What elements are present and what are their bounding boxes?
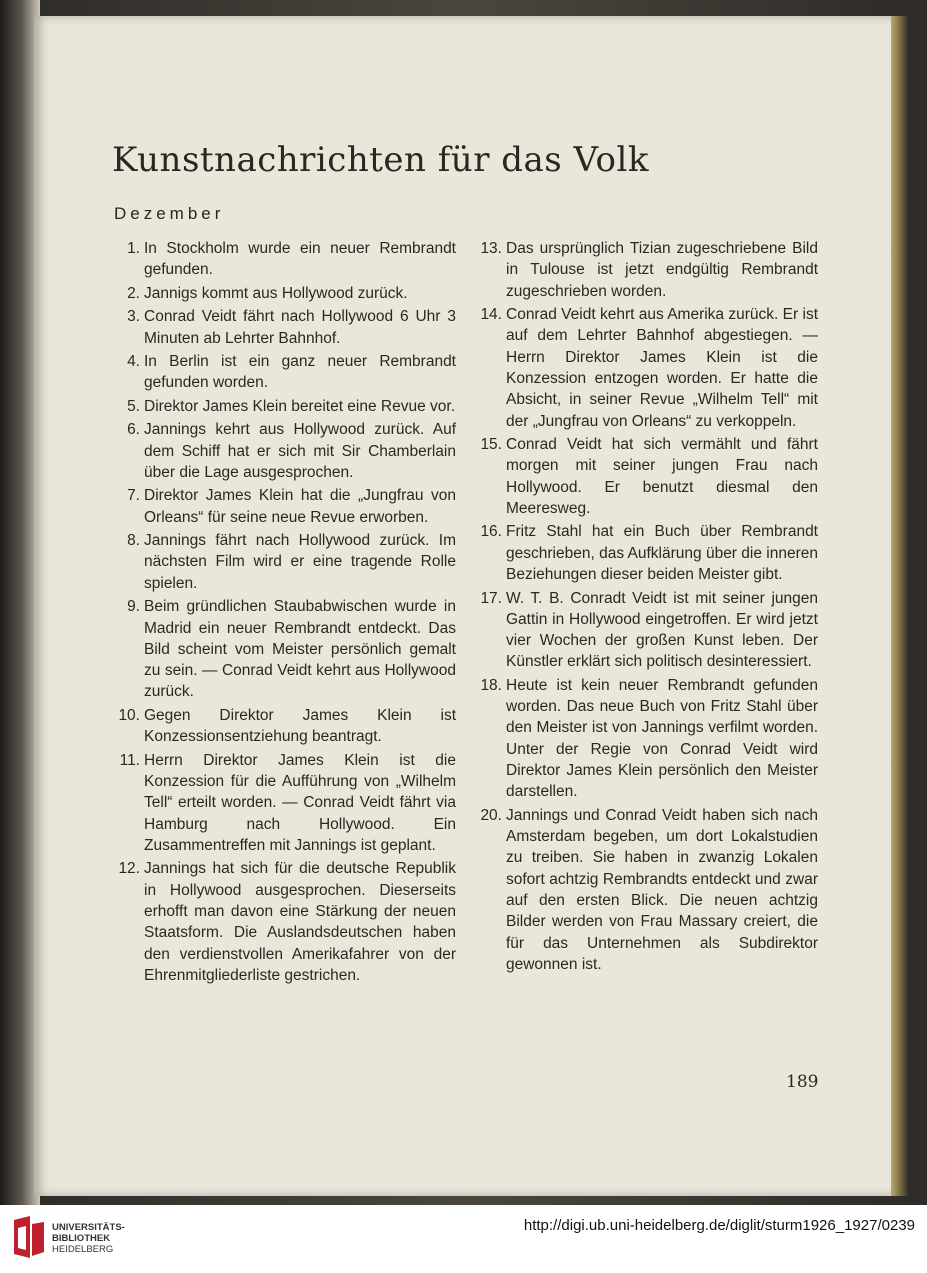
list-item (116, 283, 456, 304)
list-item (470, 805, 818, 975)
source-url-link[interactable]: http://digi.ub.uni-heidelberg.de/diglit/sturm1926_1927/0239 (523, 1217, 915, 1234)
list-item-text: Das ursprünglich Tizian zugeschriebene Bild in Tulouse ist jetzt endgültig Rembrandt zugeschrieben worden. (506, 240, 818, 300)
page-edge-right (891, 16, 909, 1196)
list-item-text: Jannings hat sich für die deutsche Republik in Hollywood ausgesprochen. Dieserseits erhofft man davon eine Stärkung der neuen Staatsform. Die Auslandsdeutschen haben den verdienstvollen Amerikafahrer von der Ehrenmitgliederliste gestrichen. (144, 860, 456, 984)
list-item (116, 419, 456, 483)
list-item-number: 7. (127, 487, 140, 505)
list-item-text: Jannings kehrt aus Hollywood zurück. Auf dem Schiff hat er sich mit Sir Chamberlain über die Lage ausgesprochen. (144, 421, 456, 481)
list-item-text: W. T. B. Conradt Veidt ist mit seiner jungen Gattin in Hollywood eingetroffen. Er wird jetzt vier Wochen der großen Kunst leben. Der Künstler erklärt sich politisch desinteressiert. (506, 589, 818, 671)
list-item-number: 20. (480, 806, 502, 824)
list-item (116, 705, 456, 748)
list-item-text: Direktor James Klein hat die „Jungfrau von Orleans“ für seine neue Revue erworben. (144, 487, 456, 526)
list-item (116, 306, 456, 349)
logo-line-2: BIBLIOTHEK (52, 1233, 111, 1244)
list-item-number: 2. (127, 284, 140, 302)
university-logo-text (52, 1222, 125, 1255)
viewer-footer (0, 1205, 927, 1273)
list-item-text: Direktor James Klein bereitet eine Revue vor. (144, 397, 456, 415)
list-item (116, 485, 456, 528)
list-item-number: 15. (480, 436, 502, 454)
right-column (470, 238, 818, 977)
list-item-text: Jannigs kommt aus Hollywood zurück. (144, 284, 408, 302)
list-item-number: 16. (480, 523, 502, 541)
page-number: 189 (786, 1072, 819, 1092)
list-item-text: Heute ist kein neuer Rembrandt gefunden worden. Das neue Buch von Fritz Stahl über den Meister ist von Jannings verfilmt worden. Unter der Regie von Conrad Veidt wird Direktor James Klein persönlich den Meister darstellen. (506, 676, 818, 801)
list-item-number: 13. (480, 240, 502, 257)
list-item (470, 521, 818, 585)
list-item-text: Conrad Veidt fährt nach Hollywood 6 Uhr 3 Minuten ab Lehrter Bahnhof. (144, 308, 456, 347)
list-item (116, 351, 456, 394)
list-item-number: 3. (127, 308, 140, 326)
list-item (116, 596, 456, 702)
page-headline: Kunstnachrichten für das Volk (112, 140, 649, 180)
list-item-text: Jannings und Conrad Veidt haben sich nach Amsterdam begeben, um dort Lokalstudien zu treiben. Sie haben in zwanzig Lokalen sofort achtzig Rembrandts entdeckt und zwar auf den ersten Blick. Die neuen achtzig Bilder werden von Frau Massary creiert, die für das Unternehmen als Subdirektor gewonnen ist. (506, 806, 818, 973)
list-item-number: 11. (119, 751, 140, 769)
list-item-text: Fritz Stahl hat ein Buch über Rembrandt geschrieben, das Aufklärung über die inneren Beziehungen dieser beiden Meister gibt. (506, 523, 818, 584)
list-item-text: Gegen Direktor James Klein ist Konzessionsentziehung beantragt. (144, 706, 456, 746)
left-column (116, 238, 456, 988)
list-item (470, 588, 818, 673)
list-item-number: 8. (127, 532, 140, 550)
list-item-text: Herrn Direktor James Klein ist die Konzession für die Aufführung von „Wilhelm Tell“ erteilt worden. — Conrad Veidt fährt via Hamburg nach Hollywood. Ein Zusammentreffen mit Jannings ist geplant. (144, 751, 456, 854)
list-item-number: 4. (127, 353, 140, 371)
list-item-number: 12. (118, 860, 140, 878)
list-item (470, 304, 818, 432)
list-item-number: 6. (127, 421, 140, 439)
list-item (116, 238, 456, 281)
list-item-text: In Stockholm wurde ein neuer Rembrandt gefunden. (144, 240, 456, 279)
list-item-text: In Berlin ist ein ganz neuer Rembrandt gefunden worden. (144, 353, 456, 392)
logo-line-1: UNIVERSITÄTS- (52, 1222, 125, 1233)
list-item-number: 1. (127, 240, 140, 257)
list-item (116, 530, 456, 594)
list-item-text: Beim gründlichen Staubabwischen wurde in Madrid ein neuer Rembrandt entdeckt. Das Bild scheint vom Meister persönlich gemalt zu sein. — Conrad Veidt kehrt aus Hollywood zurück. (144, 598, 456, 701)
list-item (116, 858, 456, 986)
list-item (470, 434, 818, 519)
list-item (116, 750, 456, 856)
list-item-number: 17. (480, 589, 502, 607)
university-logo-icon (10, 1214, 46, 1262)
list-item-text: Jannings fährt nach Hollywood zurück. Im nächsten Film wird er eine tragende Rolle spielen. (144, 532, 456, 592)
list-item-number: 9. (127, 598, 140, 616)
list-item (470, 675, 818, 803)
list-item-number: 18. (480, 676, 502, 694)
list-item (116, 396, 456, 417)
list-item-number: 14. (480, 306, 502, 324)
list-item (470, 238, 818, 302)
list-item-text: Conrad Veidt kehrt aus Amerika zurück. Er ist auf dem Lehrter Bahnhof abgestiegen. — Herrn Direktor James Klein ist die Konzession entzogen worden. Er hatte die Absicht, in seiner Revue „Wilhelm Tell“ mit der „Jungfrau von Orleans“ zu verkoppeln. (506, 306, 818, 430)
month-heading: Dezember (114, 204, 225, 223)
list-item-number: 10. (118, 706, 140, 724)
list-item-text: Conrad Veidt hat sich vermählt und fährt morgen mit seiner jungen Frau nach Hollywood. Er benutzt diesmal den Meeresweg. (506, 436, 818, 517)
list-item-number: 5. (127, 397, 140, 415)
logo-line-3: HEIDELBERG (52, 1244, 114, 1255)
